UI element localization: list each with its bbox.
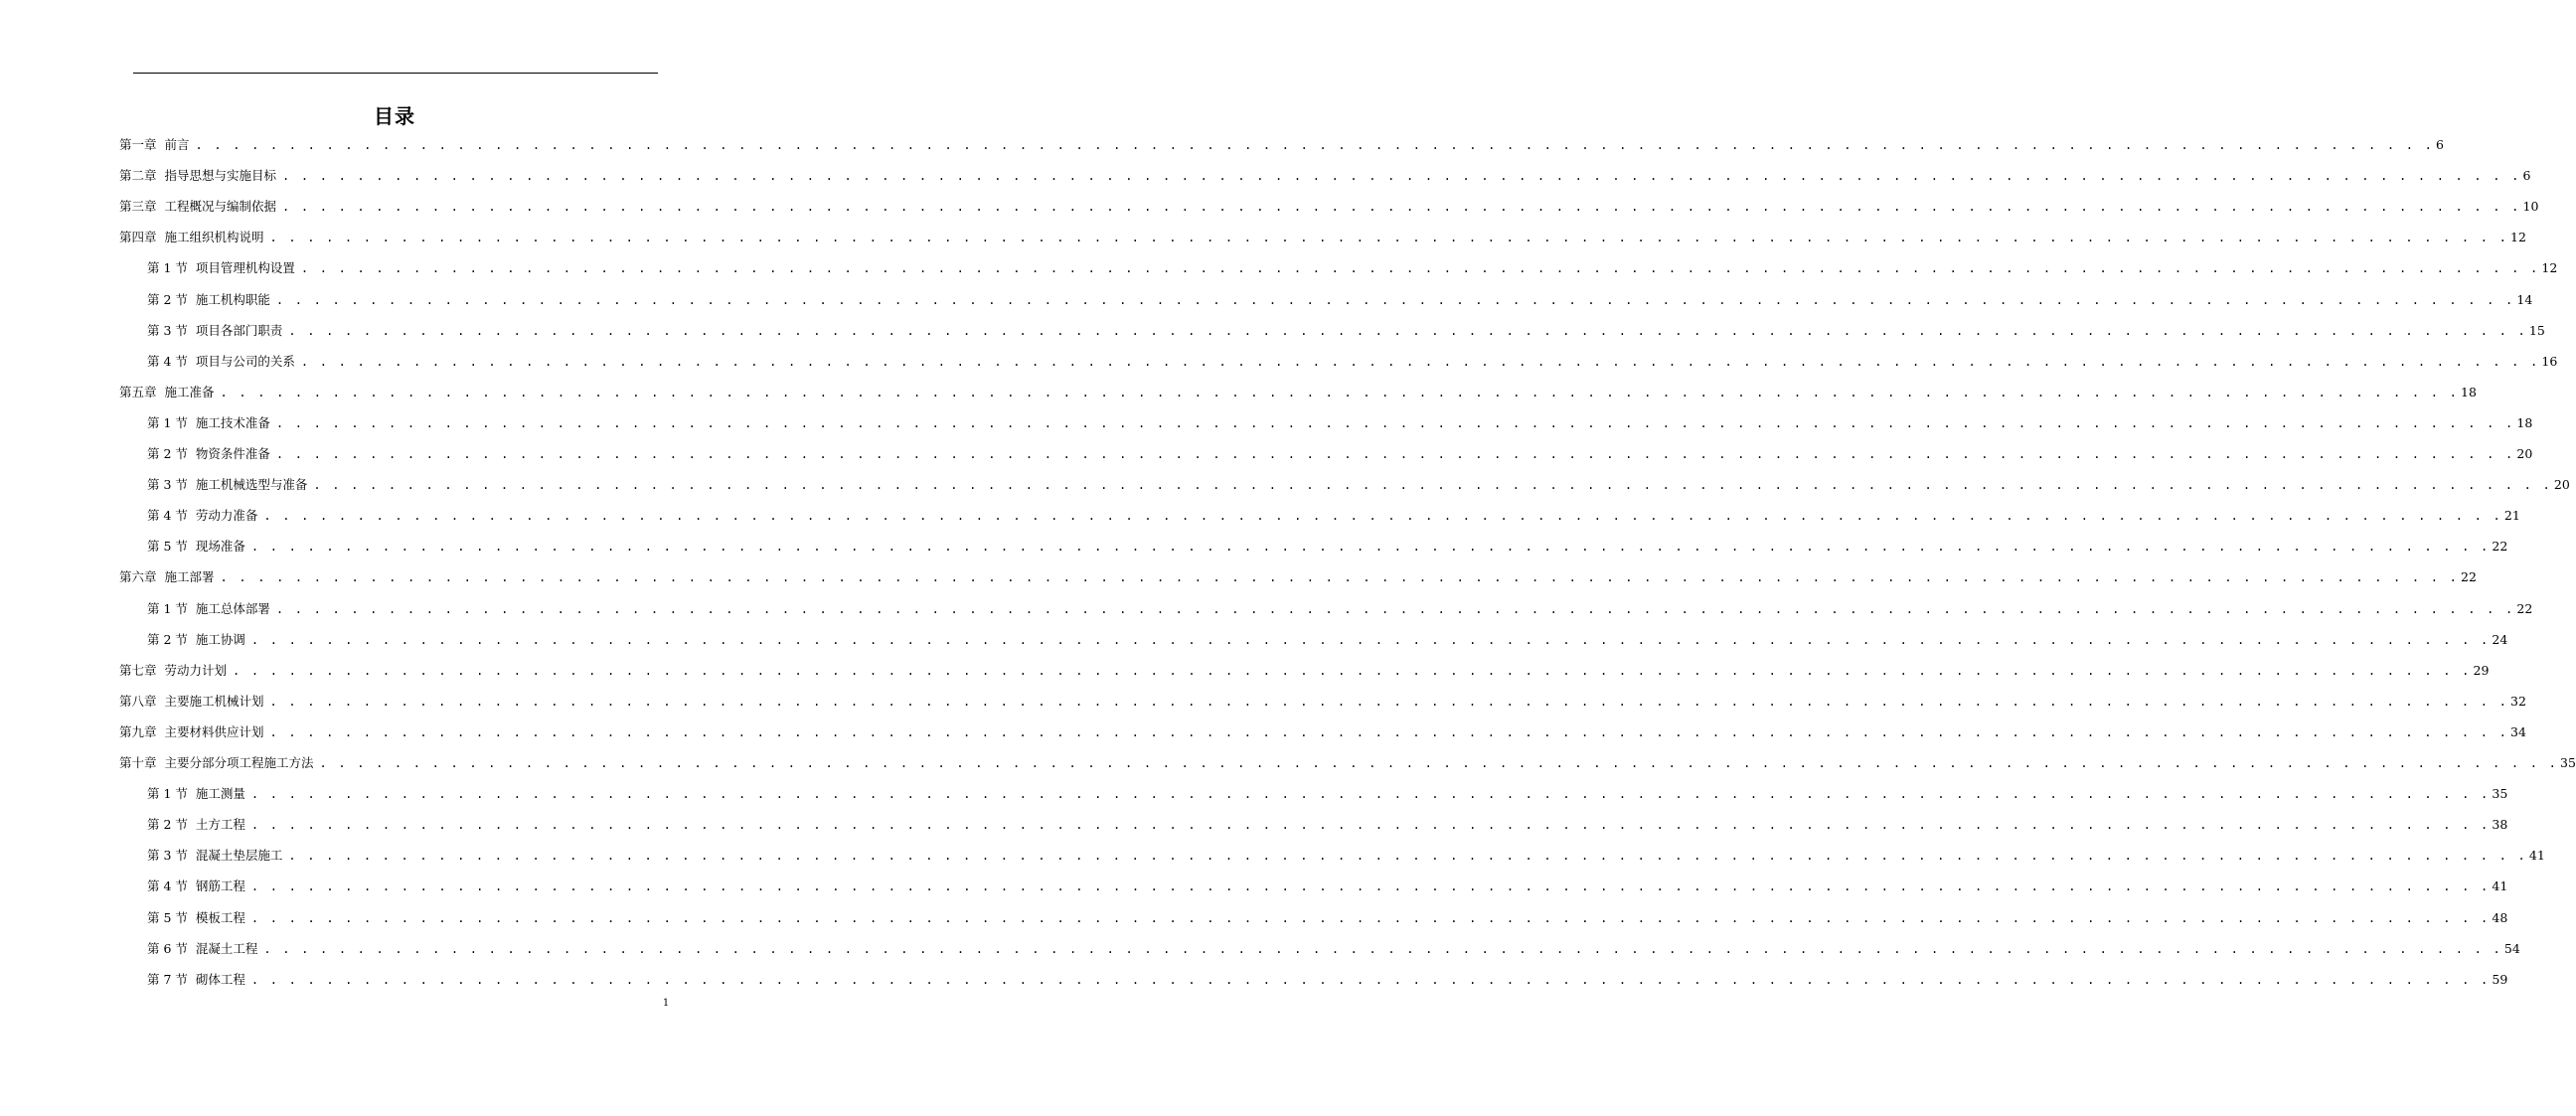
toc-entry[interactable] (119, 753, 2576, 773)
toc-entry-page: 59 (2492, 971, 2508, 987)
toc-entry-title: 物资条件准备 (195, 446, 270, 461)
toc-entry[interactable] (119, 567, 2477, 587)
toc-entry-number: 第 4 节 (147, 878, 188, 894)
toc-entry-title: 施工机构职能 (195, 291, 270, 307)
toc-entry-page: 22 (2492, 539, 2508, 555)
toc-entry-number: 第 2 节 (147, 446, 188, 461)
toc-entry[interactable] (147, 815, 2508, 835)
toc-entry-number: 第八章 (119, 693, 157, 709)
toc-entry[interactable] (119, 661, 2490, 681)
toc-entry[interactable] (119, 228, 2526, 247)
toc-entry[interactable] (147, 537, 2508, 557)
toc-entry-page: 12 (2510, 230, 2526, 245)
toc-entry-label (119, 692, 270, 712)
toc-entry-title: 混凝土工程 (195, 940, 258, 956)
toc-entry-title: 项目各部门职责 (195, 322, 283, 338)
toc-entry-number: 第三章 (119, 199, 157, 215)
toc-leader-dots: . . . . . . . . . . . . . . . . . . . . . . . . . . . . . . . . . . . . . . . . . . . . . . . . . . . . . . . . . . . . . . . . . . . . . . . . . . . . . . . . . . . . . . . . . . . . . . . . . . . . . . . . . . . . . . . . . . . . . . . . (300, 261, 2540, 276)
toc-leader-dots: . . . . . . . . . . . . . . . . . . . . . . . . . . . . . . . . . . . . . . . . . . . . . . . . . . . . . . . . . . . . . . . . . . . . . . . . . . . . . . . . . . . . . . . . . . . . . . . . . . . . . . . . . . . . . . . . . . . . . . . . (220, 385, 2460, 399)
toc-entry-title: 施工机械选型与准备 (195, 477, 308, 493)
toc-entry-page: 34 (2510, 723, 2526, 739)
toc-entry-title: 施工总体部署 (195, 600, 270, 616)
toc-entry-label (119, 753, 320, 773)
toc-leader-dots: . . . . . . . . . . . . . . . . . . . . . . . . . . . . . . . . . . . . . . . . . . . . . . . . . . . . . . . . . . . . . . . . . . . . . . . . . . . . . . . . . . . . . . . . . . . . . . . . . . . . . . . . . . . . . . . . . . . . . . . . (269, 231, 2509, 245)
toc-entry[interactable] (147, 970, 2508, 990)
toc-leader-dots: . . . . . . . . . . . . . . . . . . . . . . . . . . . . . . . . . . . . . . . . . . . . . . . . . . . . . . . . . . . . . . . . . . . . . . . . . . . . . . . . . . . . . . . . . . . . . . . . . . . . . . . . . . . . . . . . . . . . . . . . (250, 632, 2491, 647)
toc-entry-title: 指导思想与实施目标 (164, 168, 277, 184)
header-rule (133, 73, 658, 74)
toc-entry-page: 20 (2553, 477, 2570, 493)
toc-entry-title: 主要施工机械计划 (164, 693, 264, 709)
toc-entry[interactable] (147, 475, 2570, 495)
toc-entry-page: 22 (2516, 600, 2533, 616)
toc-entry-title: 施工部署 (164, 569, 215, 585)
toc-leader-dots: . . . . . . . . . . . . . . . . . . . . . . . . . . . . . . . . . . . . . . . . . . . . . . . . . . . . . . . . . . . . . . . . . . . . . . . . . . . . . . . . . . . . . . . . . . . . . . . . . . . . . . . . . . . . . . . . . . . . . . . . (275, 292, 2515, 307)
toc-entry-number: 第 2 节 (147, 817, 188, 833)
toc-entry-number: 第五章 (119, 384, 157, 399)
toc-leader-dots: . . . . . . . . . . . . . . . . . . . . . . . . . . . . . . . . . . . . . . . . . . . . . . . . . . . . . . . . . . . . . . . . . . . . . . . . . . . . . . . . . . . . . . . . . . . . . . . . . . . . . . . . . . . . . . . . . . . . . . . . (282, 169, 2521, 184)
toc-entry-page: 54 (2503, 940, 2520, 956)
toc-entry-title: 钢筋工程 (195, 878, 245, 894)
toc-leader-dots: . . . . . . . . . . . . . . . . . . . . . . . . . . . . . . . . . . . . . . . . . . . . . . . . . . . . . . . . . . . . . . . . . . . . . . . . . . . . . . . . . . . . . . . . . . . . . . . . . . . . . . . . . . . . . . . . . . . . . . . . (288, 849, 2527, 864)
toc-entry-page: 16 (2541, 353, 2558, 369)
toc-entry-number: 第七章 (119, 662, 157, 678)
toc-entry-label (147, 352, 301, 372)
toc-leader-dots: . . . . . . . . . . . . . . . . . . . . . . . . . . . . . . . . . . . . . . . . . . . . . . . . . . . . . . . . . . . . . . . . . . . . . . . . . . . . . . . . . . . . . . . . . . . . . . . . . . . . . . . . . . . . . . . . . . . . . . . . (263, 941, 2502, 956)
toc-entry-title: 工程概况与编制依据 (164, 199, 277, 215)
toc-entry-number: 第二章 (119, 168, 157, 184)
toc-entry-page: 18 (2516, 414, 2533, 430)
toc-entry-number: 第 4 节 (147, 353, 188, 369)
toc-entry-label (119, 383, 221, 402)
toc-leader-dots: . . . . . . . . . . . . . . . . . . . . . . . . . . . . . . . . . . . . . . . . . . . . . . . . . . . . . . . . . . . . . . . . . . . . . . . . . . . . . . . . . . . . . . . . . . . . . . . . . . . . . . . . . . . . . . . . . . . . . . . . (250, 818, 2491, 833)
toc-entry-page: 20 (2516, 446, 2533, 461)
toc-leader-dots: . . . . . . . . . . . . . . . . . . . . . . . . . . . . . . . . . . . . . . . . . . . . . . . . . . . . . . . . . . . . . . . . . . . . . . . . . . . . . . . . . . . . . . . . . . . . . . . . . . . . . . . . . . . . . . . . . . . . . . . . (250, 787, 2491, 802)
toc-entry-label (147, 258, 301, 278)
toc-entry-title: 施工测量 (195, 786, 245, 802)
toc-entry-title: 现场准备 (195, 539, 245, 555)
toc-entry[interactable] (119, 383, 2477, 402)
toc-leader-dots: . . . . . . . . . . . . . . . . . . . . . . . . . . . . . . . . . . . . . . . . . . . . . . . . . . . . . . . . . . . . . . . . . . . . . . . . . . . . . . . . . . . . . . . . . . . . . . . . . . . . . . . . . . . . . . . . . . . . . . . . (250, 879, 2491, 894)
toc-entry-label (119, 661, 233, 681)
toc-entry-page: 32 (2510, 693, 2526, 709)
toc-entry-page: 35 (2492, 786, 2508, 802)
toc-entry-number: 第 5 节 (147, 539, 188, 555)
toc-entry-title: 模板工程 (195, 909, 245, 925)
toc-entry-label (147, 784, 251, 804)
toc-entry-number: 第 6 节 (147, 940, 188, 956)
toc-entry-title: 施工准备 (164, 384, 215, 399)
toc-entry-title: 主要材料供应计划 (164, 723, 264, 739)
toc-entry-number: 第 3 节 (147, 848, 188, 864)
toc-entry[interactable] (147, 444, 2533, 464)
toc-entry[interactable] (147, 321, 2545, 341)
toc-entry-page: 21 (2503, 508, 2520, 524)
toc-entry-label (147, 321, 288, 341)
toc-entry-label (147, 846, 288, 866)
toc-leader-dots: . . . . . . . . . . . . . . . . . . . . . . . . . . . . . . . . . . . . . . . . . . . . . . . . . . . . . . . . . . . . . . . . . . . . . . . . . . . . . . . . . . . . . . . . . . . . . . . . . . . . . . . . . . . . . . . . . . . . . . . . (282, 200, 2521, 215)
page-number: 1 (662, 998, 670, 1009)
toc-entry-number: 第 2 节 (147, 291, 188, 307)
toc-entry-label (147, 413, 276, 433)
toc-entry-page: 18 (2461, 384, 2477, 399)
toc-leader-dots: . . . . . . . . . . . . . . . . . . . . . . . . . . . . . . . . . . . . . . . . . . . . . . . . . . . . . . . . . . . . . . . . . . . . . . . . . . . . . . . . . . . . . . . . . . . . . . . . . . . . . . . . . . . . . . . . . . . . . . . . (263, 509, 2502, 524)
toc-entry-label (147, 290, 276, 310)
toc-entry-title: 混凝土垫层施工 (195, 848, 283, 864)
toc-entry[interactable] (119, 692, 2526, 712)
toc-entry-page: 14 (2516, 291, 2533, 307)
toc-entry-number: 第 1 节 (147, 786, 188, 802)
toc-entry[interactable] (147, 352, 2558, 372)
toc-entry-title: 劳动力计划 (164, 662, 228, 678)
toc-entry-page: 15 (2528, 322, 2545, 338)
toc-leader-dots: . . . . . . . . . . . . . . . . . . . . . . . . . . . . . . . . . . . . . . . . . . . . . . . . . . . . . . . . . . . . . . . . . . . . . . . . . . . . . . . . . . . . . . . . . . . . . . . . . . . . . . . . . . . . . . . . . . . . . . . . (233, 663, 2472, 678)
toc-entry-label (147, 630, 251, 650)
toc-leader-dots: . . . . . . . . . . . . . . . . . . . . . . . . . . . . . . . . . . . . . . . . . . . . . . . . . . . . . . . . . . . . . . . . . . . . . . . . . . . . . . . . . . . . . . . . . . . . . . . . . . . . . . . . . . . . . . . . . . . . . . . . (269, 694, 2509, 709)
toc-entry-label (147, 506, 263, 526)
toc-entry-label (119, 228, 270, 247)
toc-entry-page: 24 (2492, 631, 2508, 647)
toc-entry-number: 第 3 节 (147, 322, 188, 338)
toc-leader-dots: . . . . . . . . . . . . . . . . . . . . . . . . . . . . . . . . . . . . . . . . . . . . . . . . . . . . . . . . . . . . . . . . . . . . . . . . . . . . . . . . . . . . . . . . . . . . . . . . . . . . . . . . . . . . . . . . . . . . . . . . (250, 910, 2491, 925)
toc-entry-number: 第 5 节 (147, 909, 188, 925)
toc-leader-dots: . . . . . . . . . . . . . . . . . . . . . . . . . . . . . . . . . . . . . . . . . . . . . . . . . . . . . . . . . . . . . . . . . . . . . . . . . . . . . . . . . . . . . . . . . . . . . . . . . . . . . . . . . . . . . . . . . . . . . . . . (319, 756, 2559, 770)
toc-entry[interactable] (119, 166, 2531, 186)
toc-entry-title: 项目与公司的关系 (195, 353, 295, 369)
toc-entry-number: 第六章 (119, 569, 157, 585)
toc-entry[interactable] (147, 908, 2508, 928)
toc-entry[interactable] (147, 939, 2520, 959)
toc-entry-title: 砌体工程 (195, 971, 245, 987)
toc-entry-label (119, 567, 221, 587)
page-title: 目录 (374, 104, 415, 128)
toc-entry-page: 29 (2473, 662, 2490, 678)
toc-leader-dots: . . . . . . . . . . . . . . . . . . . . . . . . . . . . . . . . . . . . . . . . . . . . . . . . . . . . . . . . . . . . . . . . . . . . . . . . . . . . . . . . . . . . . . . . . . . . . . . . . . . . . . . . . . . . . . . . . . . . . . . . (300, 354, 2540, 369)
toc-entry-label (147, 444, 276, 464)
toc-entry-page: 10 (2522, 199, 2539, 215)
toc-entry-number: 第 2 节 (147, 631, 188, 647)
toc-entry-title: 施工组织机构说明 (164, 230, 264, 245)
toc-entry[interactable] (147, 877, 2508, 896)
toc-entry-number: 第 1 节 (147, 600, 188, 616)
toc-entry-label (147, 599, 276, 619)
toc-entry-page: 6 (2436, 137, 2444, 152)
toc-entry-number: 第四章 (119, 230, 157, 245)
toc-entry-label (147, 908, 251, 928)
toc-entry[interactable] (147, 630, 2508, 650)
toc-entry-title: 施工技术准备 (195, 414, 270, 430)
toc-entry-label (147, 970, 251, 990)
toc-entry-number: 第九章 (119, 723, 157, 739)
toc-entry-label (147, 537, 251, 557)
toc-entry-title: 前言 (164, 137, 190, 152)
toc-entry-label (147, 939, 263, 959)
toc-entry-page: 22 (2461, 569, 2477, 585)
toc-entry-page: 6 (2522, 168, 2531, 184)
toc-leader-dots: . . . . . . . . . . . . . . . . . . . . . . . . . . . . . . . . . . . . . . . . . . . . . . . . . . . . . . . . . . . . . . . . . . . . . . . . . . . . . . . . . . . . . . . . . . . . . . . . . . . . . . . . . . . . . . . . . . . . . . . . (313, 478, 2552, 493)
toc-entry-title: 土方工程 (195, 817, 245, 833)
toc-entry-label (147, 475, 313, 495)
toc-entry-number: 第 3 节 (147, 477, 188, 493)
toc-entry-title: 劳动力准备 (195, 508, 258, 524)
toc-entry-title: 项目管理机构设置 (195, 260, 295, 276)
toc-entry-page: 41 (2492, 878, 2508, 894)
toc-entry[interactable] (119, 135, 2444, 155)
toc-leader-dots: . . . . . . . . . . . . . . . . . . . . . . . . . . . . . . . . . . . . . . . . . . . . . . . . . . . . . . . . . . . . . . . . . . . . . . . . . . . . . . . . . . . . . . . . . . . . . . . . . . . . . . . . . . . . . . . . . . . . . . . . (250, 972, 2491, 987)
toc-entry-label (119, 197, 282, 217)
toc-entry-label (147, 815, 251, 835)
toc-entry[interactable] (119, 722, 2526, 742)
toc-entry-number: 第 1 节 (147, 260, 188, 276)
toc-leader-dots: . . . . . . . . . . . . . . . . . . . . . . . . . . . . . . . . . . . . . . . . . . . . . . . . . . . . . . . . . . . . . . . . . . . . . . . . . . . . . . . . . . . . . . . . . . . . . . . . . . . . . . . . . . . . . . . . . . . . . . . . (275, 447, 2515, 461)
toc-entry-title: 施工协调 (195, 631, 245, 647)
toc-entry-number: 第 7 节 (147, 971, 188, 987)
toc-leader-dots: . . . . . . . . . . . . . . . . . . . . . . . . . . . . . . . . . . . . . . . . . . . . . . . . . . . . . . . . . . . . . . . . . . . . . . . . . . . . . . . . . . . . . . . . . . . . . . . . . . . . . . . . . . . . . . . . . . . . . . . . (195, 138, 2435, 152)
toc-entry-page: 35 (2560, 755, 2576, 770)
toc-entry[interactable] (147, 846, 2545, 866)
toc-entry[interactable] (147, 258, 2558, 278)
toc-entry-label (119, 722, 270, 742)
toc-entry[interactable] (147, 599, 2533, 619)
toc-leader-dots: . . . . . . . . . . . . . . . . . . . . . . . . . . . . . . . . . . . . . . . . . . . . . . . . . . . . . . . . . . . . . . . . . . . . . . . . . . . . . . . . . . . . . . . . . . . . . . . . . . . . . . . . . . . . . . . . . . . . . . . . (269, 724, 2509, 739)
toc-leader-dots: . . . . . . . . . . . . . . . . . . . . . . . . . . . . . . . . . . . . . . . . . . . . . . . . . . . . . . . . . . . . . . . . . . . . . . . . . . . . . . . . . . . . . . . . . . . . . . . . . . . . . . . . . . . . . . . . . . . . . . . . (220, 570, 2460, 585)
toc-entry-label (119, 166, 282, 186)
toc-entry[interactable] (119, 197, 2539, 217)
toc-leader-dots: . . . . . . . . . . . . . . . . . . . . . . . . . . . . . . . . . . . . . . . . . . . . . . . . . . . . . . . . . . . . . . . . . . . . . . . . . . . . . . . . . . . . . . . . . . . . . . . . . . . . . . . . . . . . . . . . . . . . . . . . (275, 601, 2515, 616)
toc-entry-page: 41 (2528, 848, 2545, 864)
toc-leader-dots: . . . . . . . . . . . . . . . . . . . . . . . . . . . . . . . . . . . . . . . . . . . . . . . . . . . . . . . . . . . . . . . . . . . . . . . . . . . . . . . . . . . . . . . . . . . . . . . . . . . . . . . . . . . . . . . . . . . . . . . . (288, 323, 2527, 338)
toc-entry-title: 主要分部分项工程施工方法 (164, 755, 314, 770)
toc-entry[interactable] (147, 506, 2520, 526)
toc-entry[interactable] (147, 290, 2533, 310)
toc-entry-page: 38 (2492, 817, 2508, 833)
toc-entry-page: 48 (2492, 909, 2508, 925)
toc-entry-page: 12 (2541, 260, 2558, 276)
toc-entry[interactable] (147, 784, 2508, 804)
toc-entry-label (147, 877, 251, 896)
toc-leader-dots: . . . . . . . . . . . . . . . . . . . . . . . . . . . . . . . . . . . . . . . . . . . . . . . . . . . . . . . . . . . . . . . . . . . . . . . . . . . . . . . . . . . . . . . . . . . . . . . . . . . . . . . . . . . . . . . . . . . . . . . . (250, 540, 2491, 555)
toc-entry-number: 第 1 节 (147, 414, 188, 430)
toc-entry-number: 第十章 (119, 755, 157, 770)
toc-entry-number: 第 4 节 (147, 508, 188, 524)
toc-leader-dots: . . . . . . . . . . . . . . . . . . . . . . . . . . . . . . . . . . . . . . . . . . . . . . . . . . . . . . . . . . . . . . . . . . . . . . . . . . . . . . . . . . . . . . . . . . . . . . . . . . . . . . . . . . . . . . . . . . . . . . . . (275, 415, 2515, 430)
toc-entry-label (119, 135, 196, 155)
toc-entry[interactable] (147, 413, 2533, 433)
toc-entry-number: 第一章 (119, 137, 157, 152)
